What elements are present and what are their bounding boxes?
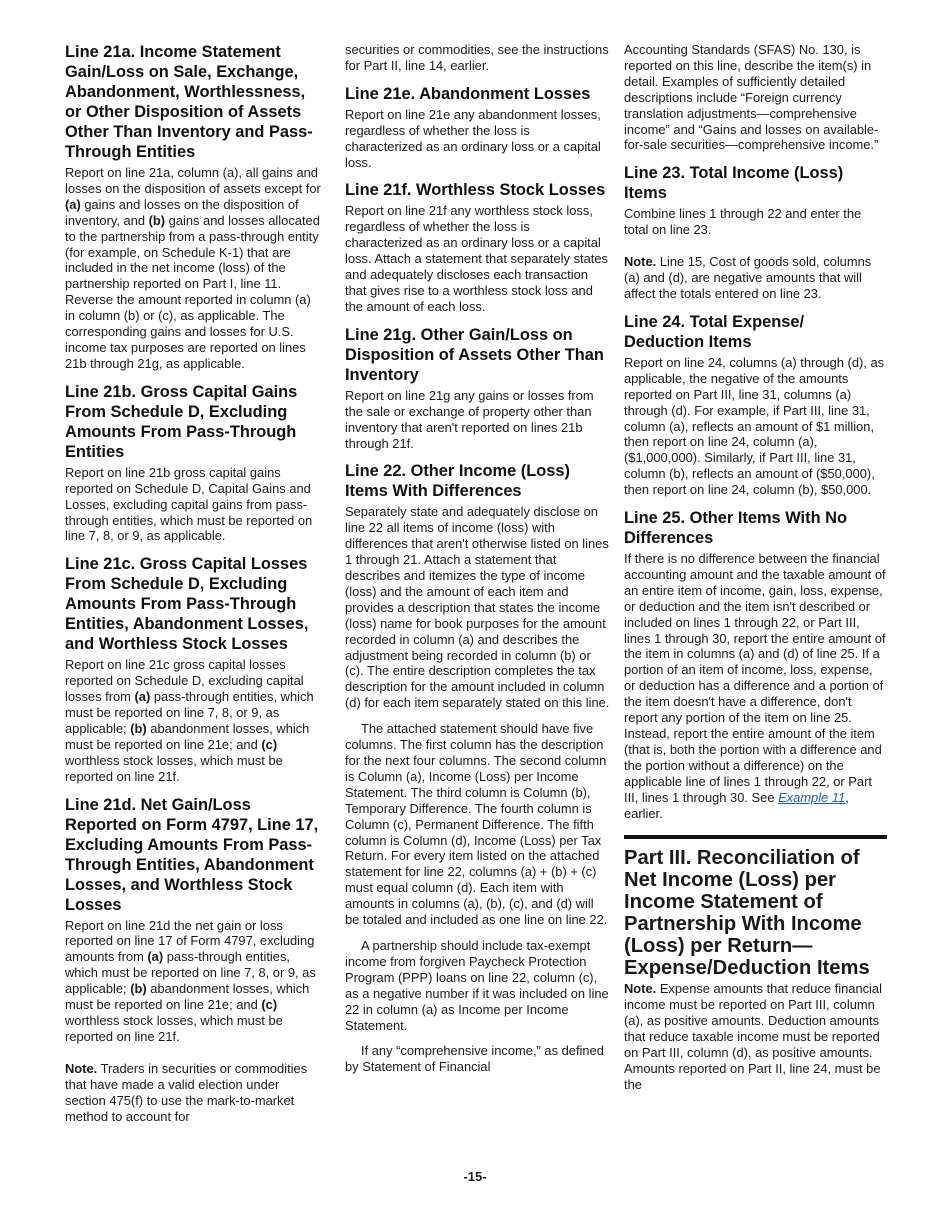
paragraph-line-21f: Report on line 21f any worthless stock loss, regardless of whether the loss is characterized as an ordinary loss or a capital loss. Attach a statement that separately states and adequately discloses each transaction that gives rise to a worthless stock loss and the amount of each loss. [345,203,608,314]
column-3 [624,42,887,1103]
heading-line-22: Line 22. Other Income (Loss) Items With Differences [345,462,570,501]
note-expense-amounts: Note. Expense amounts that reduce financial income must be reported on Part III, column (a), as positive amounts. Deduction amounts that reduce taxable income must be reported on Part III, column (d), as positive amounts. Amounts reported on Part II, line 24, must be the [624,981,882,1092]
heading-line-21c: Line 21c. Gross Capital Losses From Schedule D, Excluding Amounts From Pass-Through Entities, Abandonment Losses, and Worthless Stock Losses [65,555,309,654]
paragraph-line-22-2: The attached statement should have five columns. The first column has the description for the next four columns. The second column is Column (a), Income (Loss) per Income Statement. The third column is Column (b), Temporary Difference. The fourth column is Column (c), Permanent Difference. The fifth column is Column (d), Income (Loss) per Tax Return. For every item listed on the attached statement for line 22, columns (a) + (b) + (c) must equal column (d). Each item with amounts in columns (a), (b), (c), and (d) will be totaled and included as one line on line 22. [345,721,608,928]
heading-line-21b: Line 21b. Gross Capital Gains From Schedule D, Excluding Amounts From Pass-Through Entities [65,382,298,461]
paragraph-line-21d: Report on line 21d the net gain or loss reported on line 17 of Form 4797, excluding amounts from (a) pass-through entities, which must be reported on line 7, 8, or 9, as applicable; (b) abandonment losses, which must be reported on line 21e; and (c) worthless stock losses, which must be reported on line 21f. [65,917,316,1044]
paragraph-line-25: If there is no difference between the financial accounting amount and the taxable amount of an entire item of income, gain, loss, expense, or deduction and the item isn't described or included on lines 1 through 22, or Part III, lines 1 through 30, report the entire amount of the item in columns (a) and (d) of line 25. If a portion of an item of income, loss, expense, or deduction has a difference and a portion of the item doesn't have a difference, don't report any portion of the item on line 25. Instead, report the entire amount of the item (that is, both the portion with a difference and the portion without a difference) on the applicable line of lines 1 through 22, or Part III, lines 1 through 30. See Example 11, earlier. [624,551,886,821]
column-1 [65,42,323,1134]
heading-line-21e: Line 21e. Abandonment Losses [345,84,591,103]
part-iii-heading: Part III. Reconciliation of Net Income (Loss) per Income Statement of Partnership With Income (Loss) per Return—Expense/Deduction Items [624,847,870,980]
paragraph-line-24: Report on line 24, columns (a) through (d), as applicable, the negative of the amounts reported on Part III, line 31, columns (a) through (d). For example, if Part III, line 31, column (a), reflects an amount of $1 million, then report on line 24, column (a), ($1,000,000). Similarly, if Part III, line 31, column (b), reflects an amount of ($50,000), then report on line 24, column (b), $50,000. [624,354,885,498]
heading-line-21g: Line 21g. Other Gain/Loss on Disposition of Assets Other Than Inventory [345,325,604,384]
continuation-text-sfas: Accounting Standards (SFAS) No. 130, is reported on this line, describe the item(s) in detail. Examples of sufficiently detailed descriptions include “Foreign currency translation adjustments—comprehensive income” and “Gains and losses on available-for-sale securities—comprehensive income.” [624,42,879,153]
section-divider [624,835,887,839]
note-traders: Note. Traders in securities or commodities that have made a valid election under section 475(f) to use the mark-to-market method to account for [65,1060,308,1124]
continuation-text: securities or commodities, see the instructions for Part II, line 14, earlier. [345,42,609,73]
page-number: -15- [463,1169,487,1184]
paragraph-line-22-4: If any “comprehensive income,” as defined by Statement of Financial [345,1043,604,1075]
example-11-link[interactable]: Example 11 [778,789,846,805]
paragraph-line-21g: Report on line 21g any gains or losses from the sale or exchange of property other than inventory that aren't reported on lines 21b through 21f. [345,387,594,451]
paragraph-line-21a: Report on line 21a, column (a), all gains and losses on the disposition of assets except for (a) gains and losses on the disposition of inventory, and (b) gains and losses allocated to the partnership from a pass-through entity (for example, on Schedule K-1) that are included in the net income (loss) of the partnership reported on Part I, line 11. Reverse the amount reported in column (a) in column (b) or (c), as applicable. The corresponding gains and losses for U.S. income tax purposes are reported on lines 21b through 21g, as applicable. [65,165,321,371]
paragraph-line-23: Combine lines 1 through 22 and enter the total on line 23. [624,206,862,238]
heading-line-23: Line 23. Total Income (Loss) Items [624,164,844,203]
heading-line-24: Line 24. Total Expense/ Deduction Items [624,312,805,351]
paragraph-line-21c: Report on line 21c gross capital losses reported on Schedule D, excluding capital losses from (a) pass-through entities, which must be reported on line 7, 8, or 9, as applicable; (b) abandonment losses, which must be reported on line 21e; and (c) worthless stock losses, which must be reported on line 21f. [65,657,314,784]
paragraph-line-21e: Report on line 21e any abandonment losses, regardless of whether the loss is characterized as an ordinary loss or a capital loss. [345,106,601,170]
paragraph-line-22-3: A partnership should include tax-exempt income from forgiven Paycheck Protection Program (PPP) loans on line 22, column (c), as a negative number if it was included on line 22 in column (a) as Income per Income Statement. [345,937,609,1033]
paragraph-line-22-1: Separately state and adequately disclose on line 22 all items of income (loss) with differences that aren't otherwise listed on lines 1 through 21. Attach a statement that describes and itemizes the type of income (loss) and the amount of each item and provides a description that states the income (loss) name for book purposes for the amount recorded in column (a) and describes the adjustment being recorded in column (b) or (c). The entire description completes the tax description for the amount included in column (d) for each item separately stated on this line. [345,504,610,711]
heading-line-21d: Line 21d. Net Gain/Loss Reported on Form 4797, Line 17, Excluding Amounts From Pass-Through Entities, Abandonment Losses, and Worthless Stock Losses [65,795,319,914]
heading-line-25: Line 25. Other Items With No Differences [624,509,847,548]
heading-line-21f: Line 21f. Worthless Stock Losses [345,181,606,200]
heading-line-21a: Line 21a. Income Statement Gain/Loss on Sale, Exchange, Abandonment, Worthlessness, or Other Disposition of Assets Other Than Inventory and Pass-Through Entities [65,43,313,161]
paragraph-line-21b: Report on line 21b gross capital gains reported on Schedule D, Capital Gains and Losses, excluding capital gains from pass-through entities, which must be reported on line 7, 8, or 9, as applicable. [65,464,313,544]
column-2 [345,42,610,1085]
note-line-15: Note. Line 15, Cost of goods sold, columns (a) and (d), are negative amounts that will affect the totals entered on line 23. [624,254,872,301]
